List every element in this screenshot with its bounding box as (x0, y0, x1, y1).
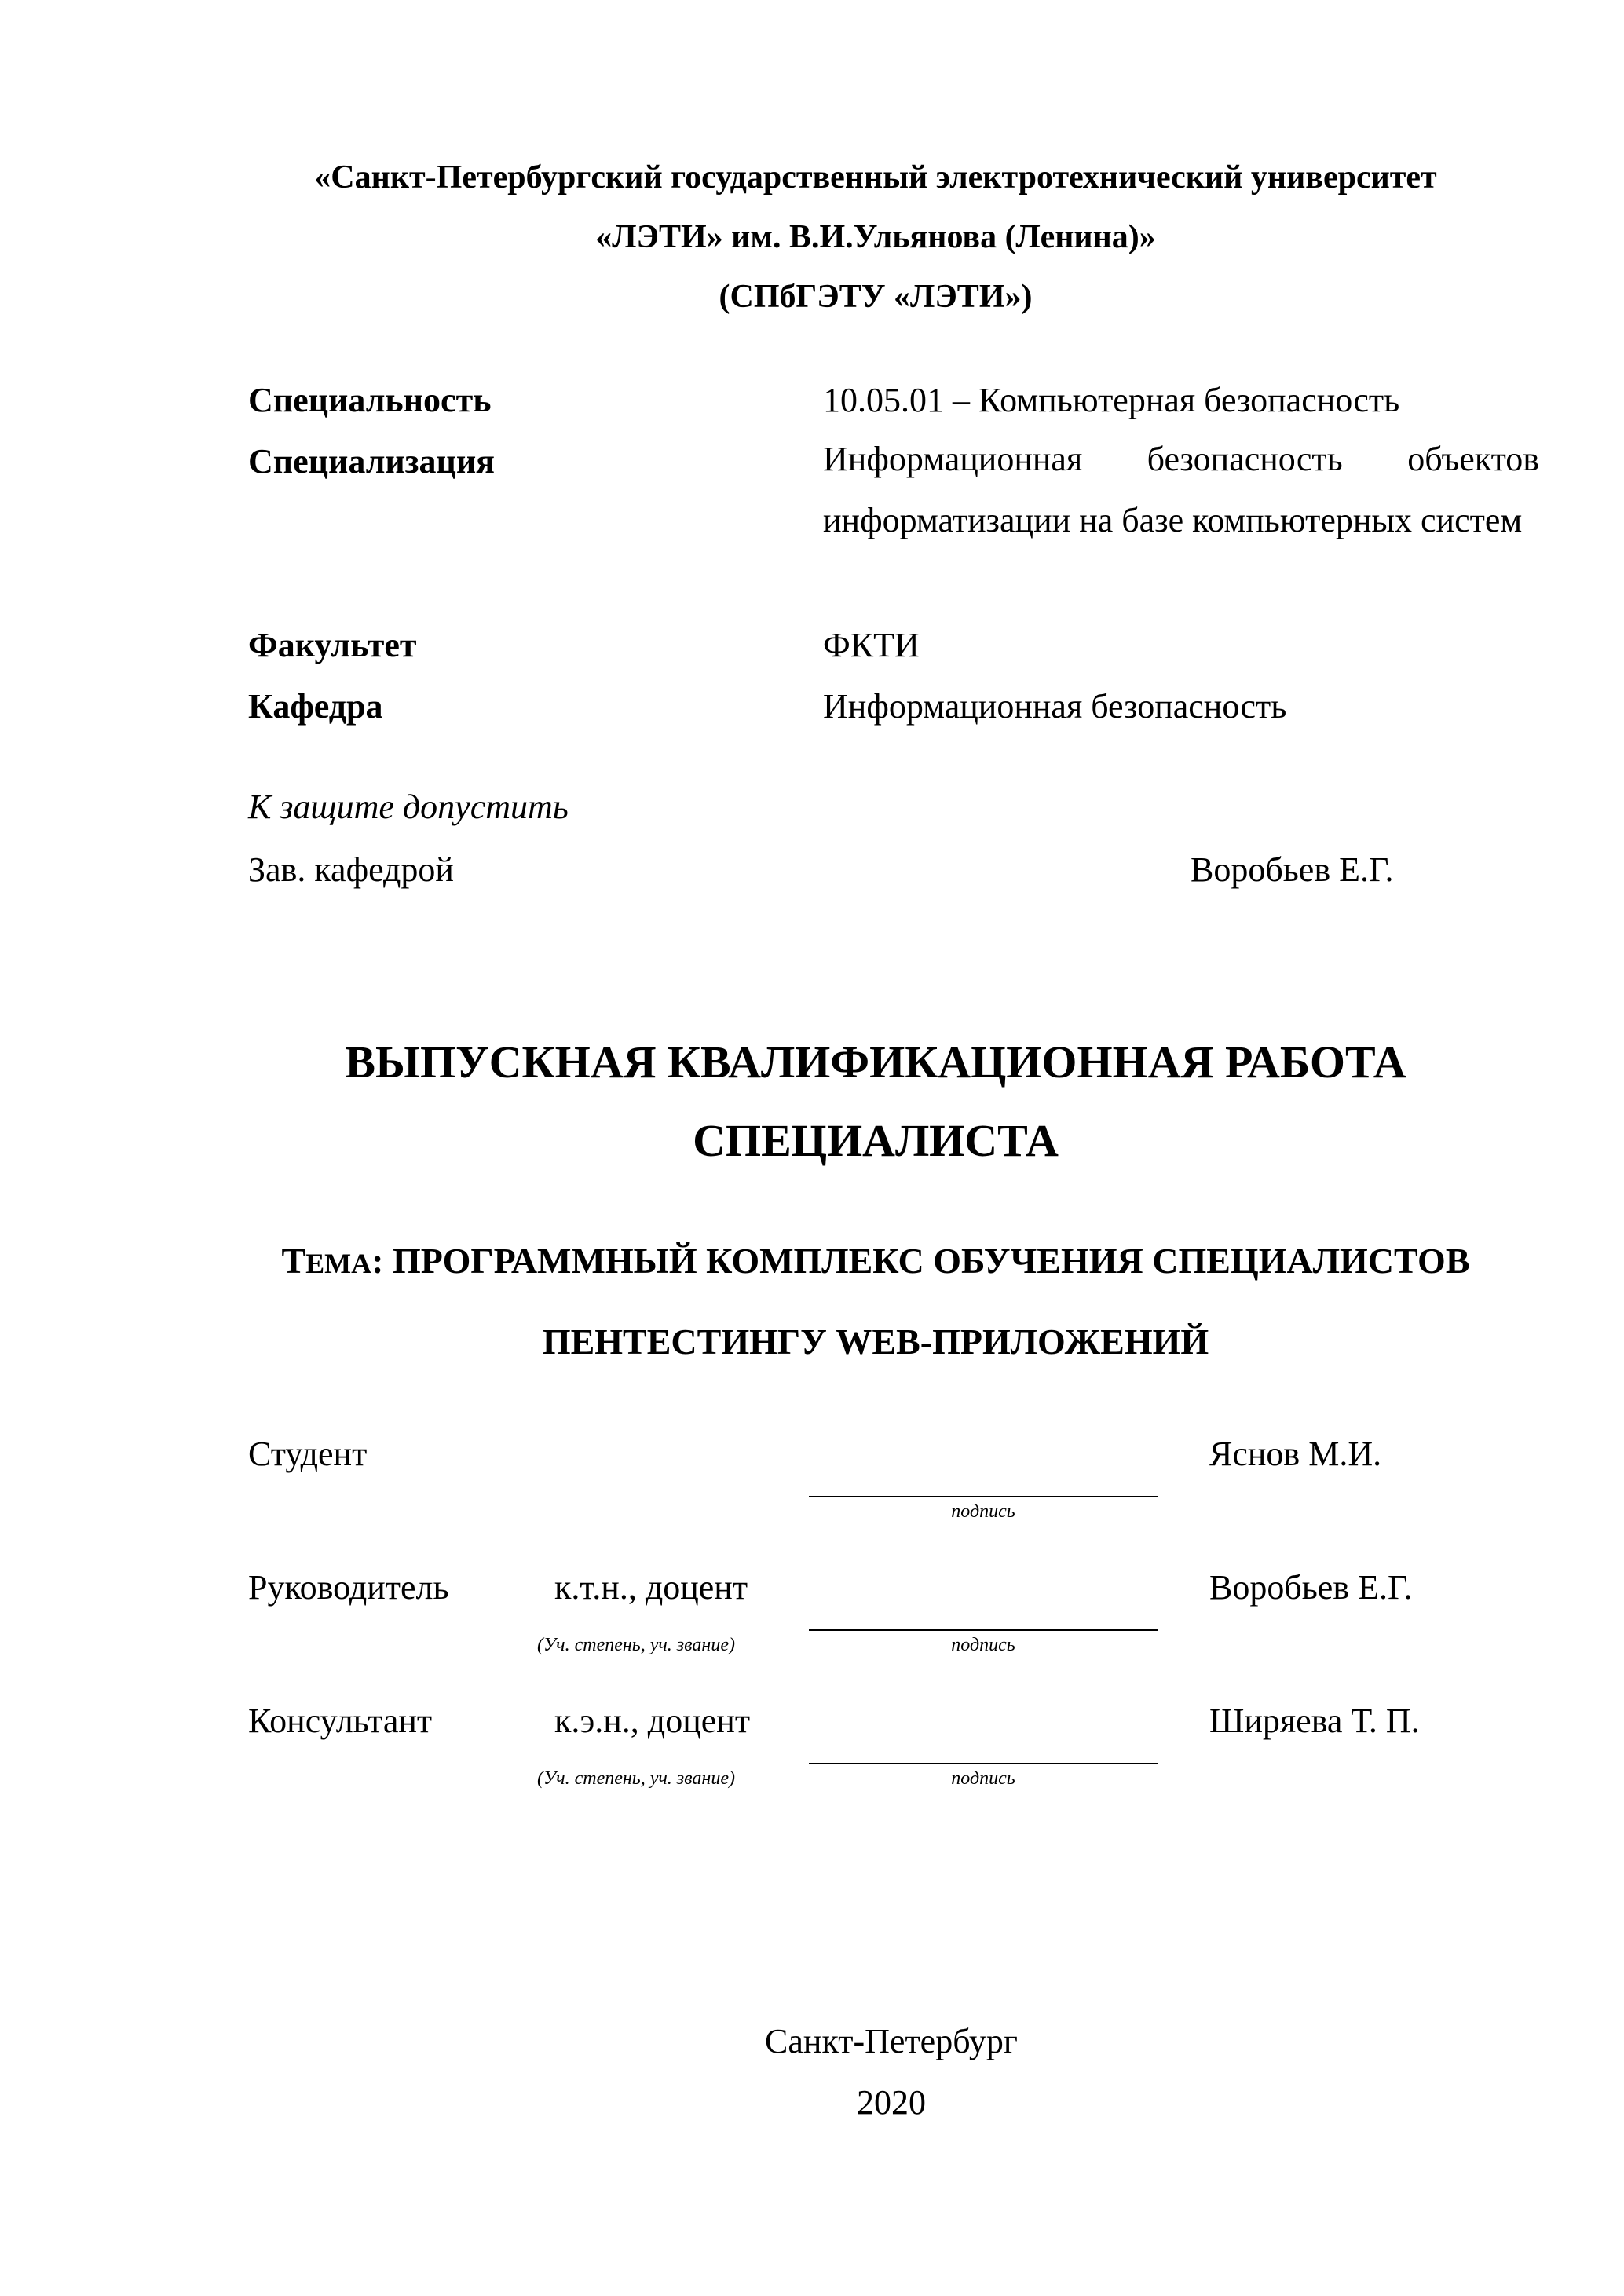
supervisor-degree-caption: (Уч. степень, уч. звание) (537, 1635, 735, 1655)
student-role: Студент (248, 1435, 368, 1473)
specialty-label: Специальность (248, 381, 492, 419)
university-abbreviation: (СПбГЭТУ «ЛЭТИ») (719, 279, 1033, 315)
supervisor-signature-line (809, 1629, 1158, 1631)
supervisor-role: Руководитель (248, 1568, 449, 1607)
approval-title: К защите допустить (248, 788, 569, 826)
footer-city: Санкт-Петербург (765, 2022, 1018, 2060)
theme-block (188, 1222, 1563, 1381)
theme-label: ТЕМА: (281, 1241, 384, 1281)
specialization-value: Информационная безопасность объектов информатизации на базе компьютерных систем (823, 440, 1539, 539)
department-value: Информационная безопасность (823, 687, 1287, 726)
student-name: Яснов М.И. (1209, 1435, 1382, 1473)
faculty-label: Факультет (248, 626, 417, 664)
consultant-degree: к.э.н., доцент (554, 1702, 751, 1740)
supervisor-name: Воробьев Е.Г. (1209, 1568, 1413, 1607)
theme-title-line1: ПРОГРАММНЫЙ КОМПЛЕКС ОБУЧЕНИЯ СПЕЦИАЛИСТОВ (392, 1241, 1470, 1281)
work-title-line2: СПЕЦИАЛИСТА (693, 1115, 1059, 1166)
work-title (236, 1023, 1516, 1180)
university-name-line2: «ЛЭТИ» им. В.И.Ульянова (Ленина)» (595, 219, 1156, 255)
work-title-line1: ВЫПУСКНАЯ КВАЛИФИКАЦИОННАЯ РАБОТА (345, 1036, 1406, 1088)
specialization-label: Специализация (248, 442, 495, 481)
consultant-signature-caption: подпись (951, 1768, 1015, 1789)
theme-line1 (188, 1222, 1563, 1303)
consultant-name: Ширяева Т. П. (1209, 1702, 1420, 1740)
approval-name: Воробьев Е.Г. (1191, 850, 1394, 889)
consultant-signature-line (809, 1763, 1158, 1764)
specialty-value: 10.05.01 – Компьютерная безопасность (823, 381, 1400, 419)
footer-year: 2020 (857, 2083, 926, 2122)
student-signature-caption: подпись (951, 1501, 1015, 1522)
department-label: Кафедра (248, 687, 383, 726)
theme-title-line2: ПЕНТЕСТИНГУ WEB-ПРИЛОЖЕНИЙ (542, 1322, 1209, 1362)
faculty-value: ФКТИ (823, 626, 920, 664)
university-header (236, 148, 1516, 327)
student-signature-line (809, 1496, 1158, 1497)
consultant-role: Консультант (248, 1702, 433, 1740)
consultant-degree-caption: (Уч. степень, уч. звание) (537, 1768, 735, 1789)
supervisor-signature-caption: подпись (951, 1635, 1015, 1655)
supervisor-degree: к.т.н., доцент (554, 1568, 748, 1607)
approval-role: Зав. кафедрой (248, 850, 454, 889)
university-name-line1: «Санкт-Петербургский государственный электротехнический университет (314, 159, 1437, 196)
